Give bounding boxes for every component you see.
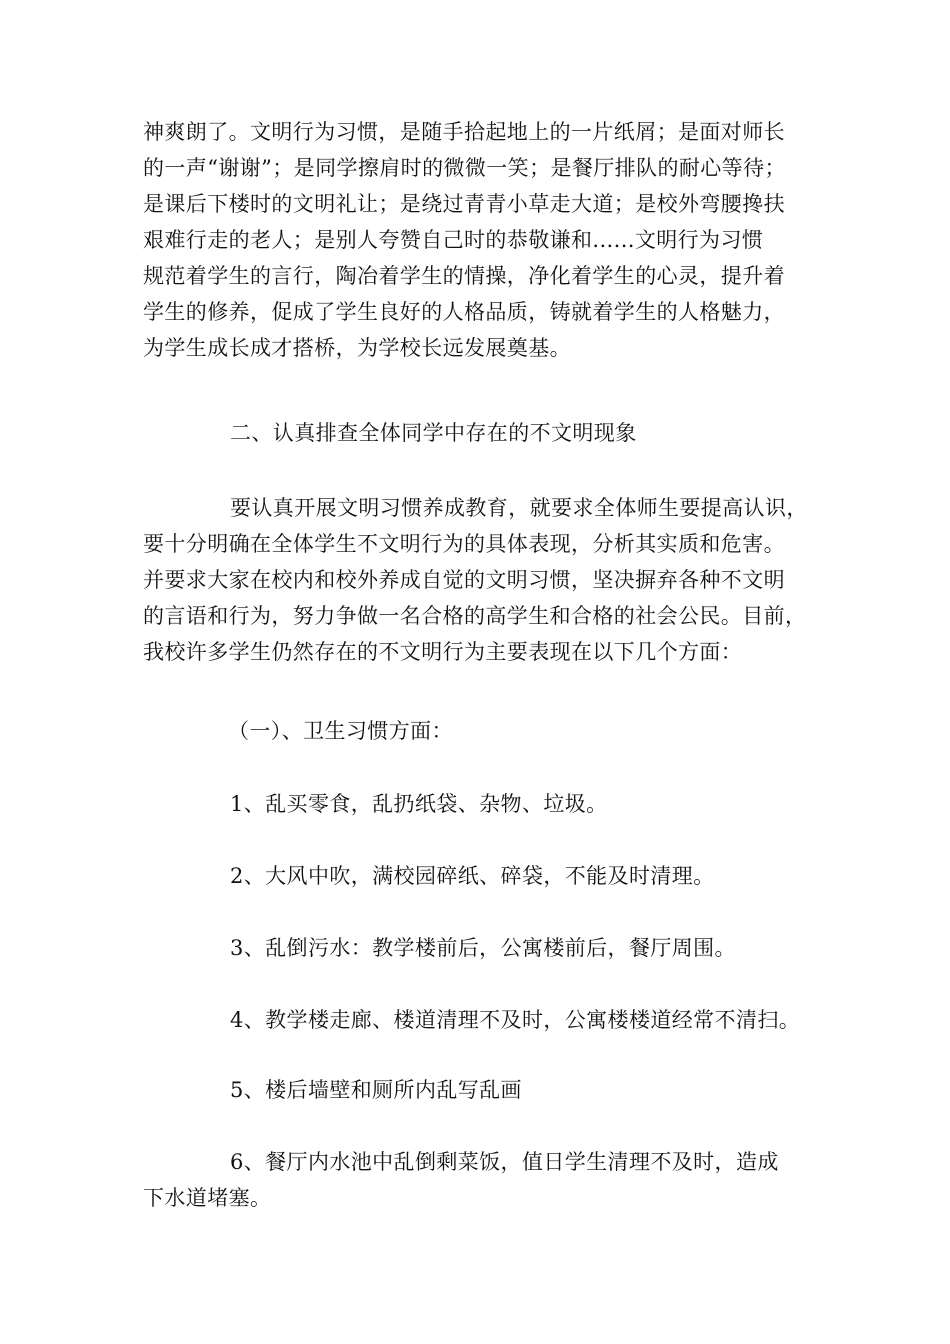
- list-item: 5、楼后墙壁和厕所内乱写乱画: [230, 1078, 522, 1102]
- list-item-line: 下水道堵塞。: [143, 1186, 272, 1210]
- subsection-heading: （一）、卫生习惯方面：: [228, 719, 453, 743]
- paragraph-line: 规范着学生的言行，陶冶着学生的情操，净化着学生的心灵，提升着: [143, 264, 785, 288]
- paragraph-line: 是课后下楼时的文明礼让；是绕过青青小草走大道；是校外弯腰搀扶: [143, 192, 785, 216]
- paragraph-main: [143, 490, 823, 670]
- list-item: 3、乱倒污水：教学楼前后，公寓楼前后，餐厅周围。: [230, 936, 736, 960]
- list-item: 2、大风中吹，满校园碎纸、碎袋，不能及时清理。: [230, 864, 715, 888]
- list-item-line: 6、餐厅内水池中乱倒剩菜饭，值日学生清理不及时，造成: [230, 1150, 779, 1174]
- paragraph-line: 的一声“谢谢”；是同学擦肩时的微微一笑；是餐厅排队的耐心等待；: [143, 156, 786, 180]
- paragraph-line: 艰难行走的老人；是别人夸赞自己时的恭敬谦和......文明行为习惯: [143, 228, 764, 252]
- paragraph-line: 的言语和行为，努力争做一名合格的高学生和合格的社会公民。目前，: [143, 604, 807, 628]
- paragraph-line: 要十分明确在全体学生不文明行为的具体表现，分析其实质和危害。: [143, 532, 785, 556]
- list-item: 1、乱买零食，乱扔纸袋、杂物、垃圾。: [230, 792, 608, 816]
- list-item: [143, 1144, 823, 1216]
- paragraph-line: 为学生成长成才搭桥，为学校长远发展奠基。: [143, 336, 571, 360]
- paragraph-line: 我校许多学生仍然存在的不文明行为主要表现在以下几个方面：: [143, 640, 743, 664]
- paragraph-line: 学生的修养，促成了学生良好的人格品质，铸就着学生的人格魅力，: [143, 300, 785, 324]
- paragraph-line: 神爽朗了。文明行为习惯，是随手拾起地上的一片纸屑；是面对师长: [143, 120, 785, 144]
- section-heading: 二、认真排查全体同学中存在的不文明现象: [230, 421, 637, 445]
- paragraph-line: 要认真开展文明习惯养成教育，就要求全体师生要提高认识，: [230, 496, 808, 520]
- paragraph-line: 并要求大家在校内和校外养成自觉的文明习惯，坚决摒弃各种不文明: [143, 568, 785, 592]
- list-item: 4、教学楼走廊、楼道清理不及时，公寓楼楼道经常不清扫。: [230, 1008, 801, 1032]
- paragraph-continuation: [143, 114, 823, 366]
